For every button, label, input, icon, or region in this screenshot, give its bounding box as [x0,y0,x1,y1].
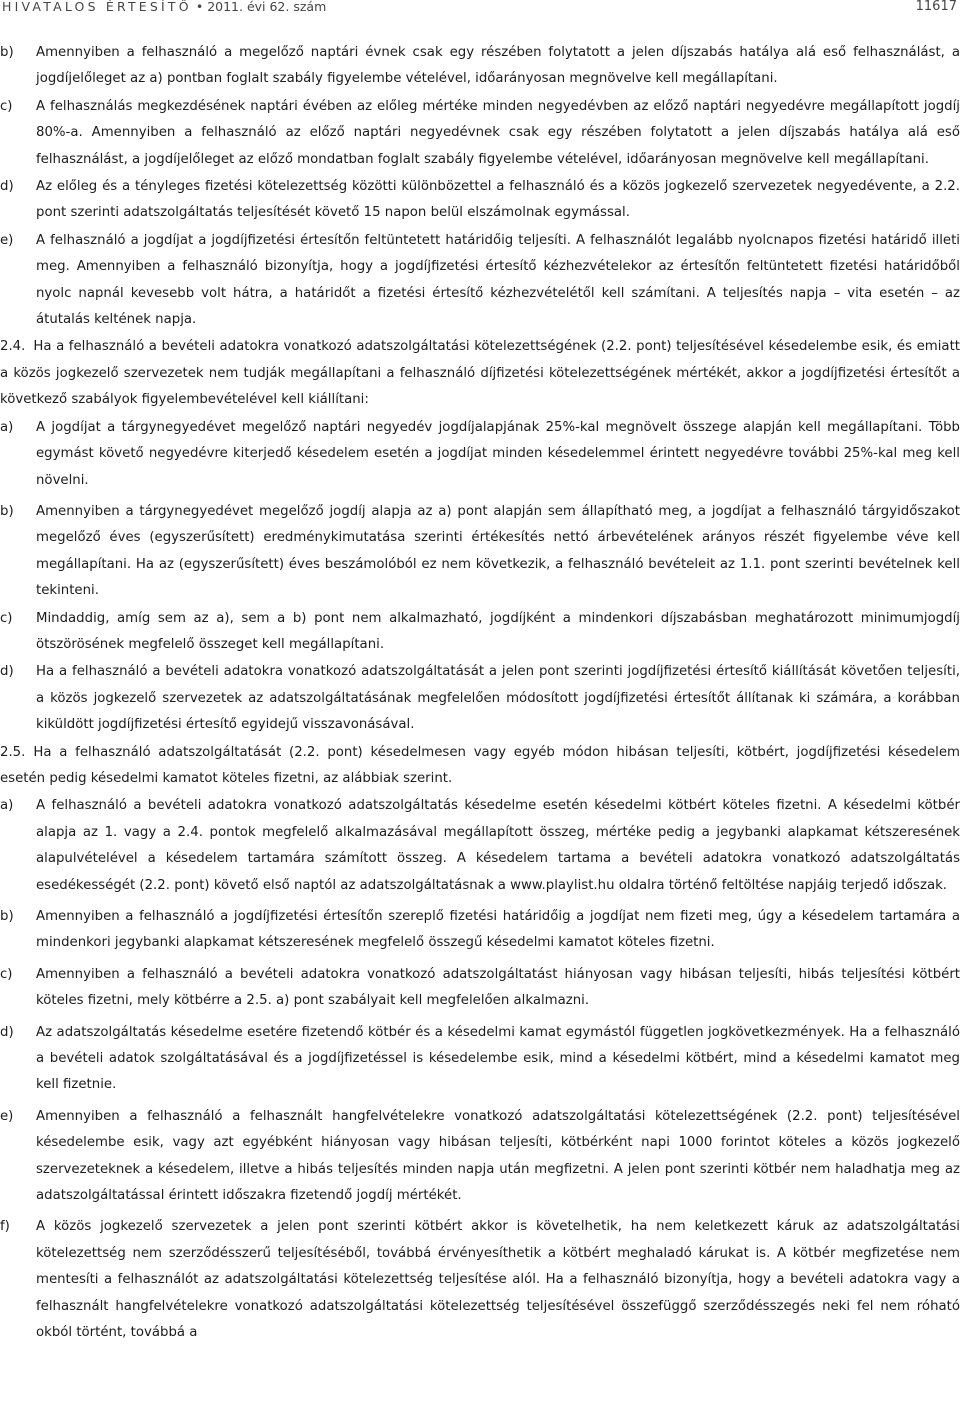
item-text: A felhasználó a jogdíjat a jogdíjfizetési értesítőn feltüntetett határidőig teljesíti. A felhasználót legalább nyolcnapos fizetési határidő illeti meg. Amennyiben a felhasználó bizonyítja, hogy a jogdíjfizetési értesítő kézhezvételekor az értesítőn feltüntetett fizetési határidőből nyolc napnál kevesebb volt hátra, a határidőt a fizetési értesítő kézhezvételétől kell számítani. A teljesítés napja – vita esetén – az átutalás keltének napja. [36,232,960,328]
paragraph-c [0,606,960,659]
section-2-4 [0,334,960,413]
paragraph-a [0,793,960,899]
issue-label: 2011. évi 62. szám [207,0,327,14]
item-label: e) [0,1108,14,1124]
paragraph-c [0,94,960,173]
page-header [0,0,960,20]
section-text: Ha a felhasználó a bevételi adatokra vonatkozó adatszolgáltatási kötelezettségének (2.2. pont) teljesítésével késedelembe esik, és emiatt a közös jogkezelő szervezetek nem tudják megállapítani a felhasználó díjfizetési kötelezettségének mértékét, akkor a jogdíjfizetési értesítőt a következő szabályok figyelembevételével kell kiállítani: [0,339,960,408]
document-body [0,40,960,1348]
item-text: Mindaddig, amíg sem az a), sem a b) pont nem alkalmazható, jogdíjként a mindenkori díjszabásban meghatározott minimumjogdíj ötszörösének megfelelő összeget kell megállapítani. [36,610,960,652]
item-text: A közös jogkezelő szervezetek a jelen pont szerinti kötbért akkor is követelhetik, ha nem keletkezett káruk az adatszolgáltatási kötelezettség nem szerződésszerű teljesítéséből, továbbá érvényesíthetik a kötbért meghaladó kárukat is. A kötbér megfizetése nem mentesíti a felhasználót az adatszolgáltatási kötelezettség teljesítése alól. Ha a felhasználó bizonyítja, hogy a bevételi adatokra vagy a felhasznált hangfelvételekre vonatkozó adatszolgáltatási kötelezettség teljesítésével összefüggő szerződésszegés neki fel nem róható okból történt, továbbá a [36,1219,960,1341]
section-2-5 [0,740,960,793]
paragraph-a [0,415,960,494]
item-label: d) [0,664,14,680]
item-label: d) [0,179,14,195]
publication-name: HIVATALOS ÉRTESÍTŐ [2,0,192,14]
running-header-title [2,0,326,14]
paragraph-c [0,962,960,1015]
item-label: e) [0,232,14,248]
item-text: Az előleg és a tényleges fizetési kötelezettség közötti különbözettel a felhasználó és a közös jogkezelő szervezetek negyedévente, a 2.2. pont szerinti adatszolgáltatás teljesítését követő 15 napon belül elszámolnak egymással. [36,179,960,221]
item-label: c) [0,966,13,982]
paragraph-b [0,499,960,605]
item-text: A felhasználás megkezdésének naptári évében az előleg mértéke minden negyedévben az előző naptári negyedévre megállapított jogdíj 80%-a. Amennyiben a felhasználó az előző naptári negyedévnek csak egy részében folytatott a jelen díjszabás hatálya alá eső felhasználást, a jogdíjelőleget az előző mondatban foglalt szabály figyelembe vételével, időarányosan megnövelve kell megállapítani. [36,98,960,167]
paragraph-e [0,1104,960,1210]
header-separator: • [195,0,204,14]
item-label: b) [0,909,14,924]
item-label: d) [0,1024,14,1040]
item-text: Ha a felhasználó a bevételi adatokra vonatkozó adatszolgáltatását a jelen pont szerinti jogdíjfizetési értesítő kiállítását követően teljesíti, a közös jogkezelő szervezetek az adatszolgáltatásának megfelelően módosított jogdíjfizetési értesítőt állítanak ki számára, a korábban kiküldött jogdíjfizetési értesítő egyidejű visszavonásával. [36,664,960,733]
section-number: 2.4. [0,339,26,355]
item-label: a) [0,419,14,435]
item-label: a) [0,798,14,814]
item-label: c) [0,98,13,114]
item-text: Amennyiben a felhasználó a bevételi adatokra vonatkozó adatszolgáltatást hiányosan vagy hibásan teljesíti, hibás teljesítési kötbért köteles fizetni, mely kötbérre a 2.5. a) pont szabályait kell megfelelően alkalmazni. [36,966,960,1009]
item-label: b) [0,45,14,60]
paragraph-d [0,1020,960,1099]
paragraph-f [0,1214,960,1346]
page-number: 11617 [915,0,957,14]
item-label: b) [0,503,14,519]
item-text: A felhasználó a bevételi adatokra vonatkozó adatszolgáltatás késedelme esetén késedelmi kötbért köteles fizetni. A késedelmi kötbér alapja az 1. vagy a 2.4. pontok megfelelő alkalmazásával megállapított összeg, mértéke pedig a jegybanki alapkamat kétszeresének alapulvételével a késedelem tartamára számított összeg. A késedelem tartama a bevételi adatokra vonatkozó adatszolgáltatás esedékességét (2.2. pont) követő első naptól az adatszolgáltatásnak a www.playlist.hu oldalra történő feltöltése napjáig terjedő időszak. [36,798,960,893]
paragraph-d [0,174,960,227]
section-text: Ha a felhasználó adatszolgáltatását (2.2. pont) késedelmesen vagy egyéb módon hibásan teljesíti, kötbért, jogdíjfizetési késedelem esetén pedig késedelmi kamatot köteles fizetni, az alábbiak szerint. [0,744,960,786]
item-text: Amennyiben a tárgynegyedévet megelőző jogdíj alapja az a) pont alapján sem állapítható meg, a jogdíjat a felhasználó tárgyidőszakot megelőző éves (egyszerűsített) eredménykimutatása szerinti értékesítés nettó árbevételének arányos részét figyelembe véve kell megállapítani. Ha az (egyszerűsített) éves beszámolóból ez nem következik, a felhasználó bevételeit az 1.1. pont szerinti bevételnek kell tekinteni. [36,503,960,599]
paragraph-b [0,904,960,957]
item-label: c) [0,610,13,626]
paragraph-b [0,40,960,93]
paragraph-d [0,659,960,738]
paragraph-e [0,228,960,334]
item-text: Az adatszolgáltatás késedelme esetére fizetendő kötbér és a késedelmi kamat egymástól független jogkövetkezmények. Ha a felhasználó a bevételi adatok szolgáltatásával és a jogdíjfizetéssel is késedelembe esik, mind a késedelmi kötbért, mind a késedelmi kamatot meg kell fizetnie. [36,1024,960,1093]
item-text: Amennyiben a felhasználó a jogdíjfizetési értesítőn szereplő fizetési határidőig a jogdíjat nem fizeti meg, úgy a késedelem tartamára a mindenkori jegybanki alapkamat kétszeresének megfelelő összegű késedelmi kamatot köteles fizetni. [36,909,960,951]
item-text: Amennyiben a felhasználó a megelőző naptári évnek csak egy részében folytatott a jelen díjszabás hatálya alá eső felhasználást, a jogdíjelőleget az a) pontban foglalt szabály figyelembe vételével, időarányosan megnövelve kell megállapítani. [36,45,960,87]
item-text: Amennyiben a felhasználó a felhasznált hangfelvételekre vonatkozó adatszolgáltatási kötelezettségének (2.2. pont) teljesítésével késedelembe esik, vagy azt egyébként hiányosan vagy hibásan teljesíti, kötbérként napi 1000 forintot köteles a közös jogkezelő szervezeteknek a késedelem, illetve a hibás teljesítés minden napja után megfizetni. A jelen pont szerinti kötbér nem haladhatja meg az adatszolgáltatással érintett időszakra fizetendő jogdíj mértékét. [36,1108,960,1204]
section-number: 2.5. [0,744,26,760]
item-label: f) [0,1219,10,1235]
item-text: A jogdíjat a tárgynegyedévet megelőző naptári negyedév jogdíjalapjának 25%-kal megnövelt összege alapján kell megállapítani. Több egymást követő negyedévre kiterjedő késedelem esetén a jogdíjat minden késedelemmel érintett negyedévre további 25%-kal meg kell növelni. [36,419,960,488]
